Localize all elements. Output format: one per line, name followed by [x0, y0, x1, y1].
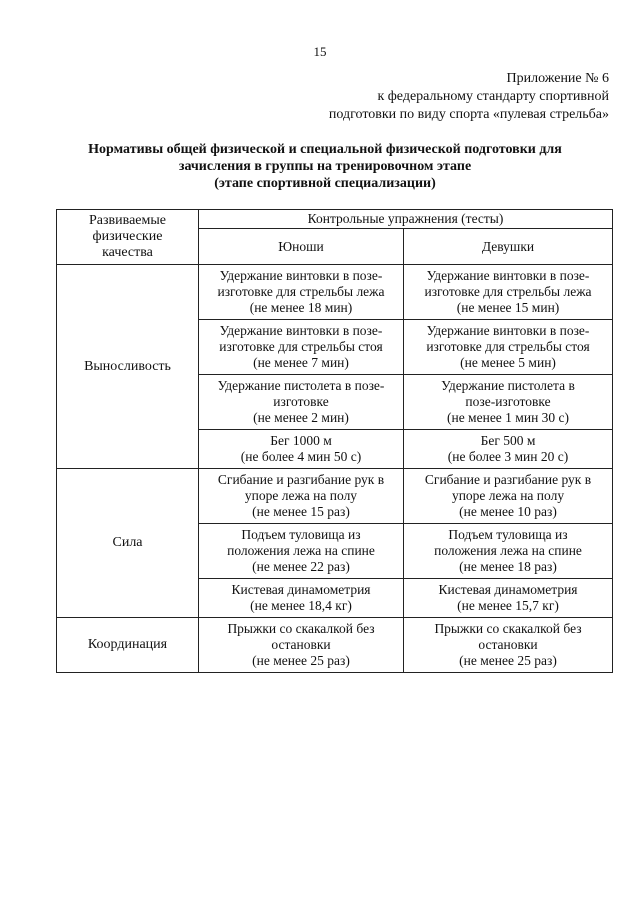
cell-line: Сгибание и разгибание рук в	[217, 472, 385, 487]
norms-table-body	[57, 265, 613, 673]
cell-boys	[199, 618, 404, 673]
cell-girls	[404, 375, 613, 430]
cell-line: Удержание винтовки в позе-	[426, 323, 590, 338]
title-line: (этапе спортивной специализации)	[214, 176, 436, 191]
cell-line: Прыжки со скакалкой без	[227, 621, 375, 636]
cell-boys	[199, 320, 404, 375]
cell-line: Подъем туловища из	[241, 527, 361, 542]
cell-boys	[199, 265, 404, 320]
cell-quality: Координация	[57, 618, 199, 673]
cell-line: (не менее 18 раз)	[459, 559, 557, 574]
cell-line: (не менее 22 раз)	[252, 559, 350, 574]
header-tests-label: Контрольные упражнения (тесты)	[307, 211, 504, 226]
header-girls-label: Девушки	[481, 238, 535, 254]
appendix-line: к федеральному стандарту спортивной	[377, 89, 609, 104]
cell-line: (не менее 15 мин)	[456, 300, 560, 315]
cell-line: упоре лежа на полу	[451, 488, 565, 503]
appendix-note	[229, 70, 609, 124]
cell-line: Кистевая динамометрия	[438, 582, 578, 597]
cell-line: Удержание винтовки в позе-	[219, 323, 383, 338]
header-tests	[199, 210, 613, 229]
cell-boys	[199, 430, 404, 469]
cell-boys	[199, 469, 404, 524]
cell-boys	[199, 579, 404, 618]
cell-line: (не менее 15,7 кг)	[457, 598, 559, 613]
header-quality-line: Развиваемые	[89, 213, 166, 228]
document-title	[40, 141, 610, 192]
cell-line: положения лежа на спине	[434, 543, 582, 558]
header-quality-line: качества	[102, 245, 153, 260]
cell-line: (не более 3 мин 20 с)	[447, 449, 569, 464]
cell-line: (не более 4 мин 50 с)	[240, 449, 362, 464]
cell-girls	[404, 524, 613, 579]
table-row	[57, 469, 613, 524]
page-number: 15	[313, 44, 327, 59]
cell-line: (не менее 1 мин 30 с)	[446, 410, 570, 425]
appendix-line: подготовки по виду спорта «пулевая стрельба»	[328, 107, 609, 122]
table-header-row	[57, 210, 613, 229]
cell-girls	[404, 618, 613, 673]
title-line: зачисления в группы на тренировочном этапе	[178, 159, 472, 174]
cell-line: Прыжки со скакалкой без	[434, 621, 582, 636]
cell-girls	[404, 320, 613, 375]
cell-line: (не менее 5 мин)	[460, 355, 556, 370]
header-quality-line: физические	[92, 229, 163, 244]
table-row	[57, 265, 613, 320]
cell-quality: Сила	[57, 469, 199, 618]
cell-line: (не менее 25 раз)	[459, 653, 557, 668]
cell-line: Бег 500 м	[480, 433, 536, 448]
table-row	[57, 618, 613, 673]
cell-line: остановки	[271, 637, 331, 652]
cell-line: Удержание винтовки в позе-	[426, 268, 590, 283]
header-boys-label: Юноши	[278, 238, 324, 254]
cell-boys	[199, 524, 404, 579]
cell-line: изготовке	[273, 394, 329, 409]
cell-line: изготовке для стрельбы лежа	[217, 284, 385, 299]
header-girls	[404, 229, 613, 265]
cell-line: Удержание винтовки в позе-	[219, 268, 383, 283]
cell-line: остановки	[478, 637, 538, 652]
header-quality	[57, 210, 199, 265]
cell-boys	[199, 375, 404, 430]
cell-line: упоре лежа на полу	[244, 488, 358, 503]
cell-line: Бег 1000 м	[270, 433, 332, 448]
cell-line: (не менее 7 мин)	[253, 355, 349, 370]
cell-line: (не менее 15 раз)	[252, 504, 350, 519]
cell-line: изготовке для стрельбы стоя	[426, 339, 590, 354]
cell-line: (не менее 2 мин)	[253, 410, 349, 425]
appendix-line: Приложение № 6	[506, 71, 609, 86]
cell-line: (не менее 18 мин)	[249, 300, 353, 315]
cell-line: (не менее 25 раз)	[252, 653, 350, 668]
norms-table	[56, 209, 613, 673]
cell-line: Сгибание и разгибание рук в	[424, 472, 592, 487]
cell-girls	[404, 469, 613, 524]
cell-line: Удержание пистолета в позе-	[217, 378, 385, 393]
cell-quality: Выносливость	[57, 265, 199, 469]
cell-line: изготовке для стрельбы лежа	[424, 284, 592, 299]
cell-line: (не менее 10 раз)	[459, 504, 557, 519]
cell-line: Удержание пистолета в	[441, 378, 575, 393]
cell-girls	[404, 579, 613, 618]
cell-line: изготовке для стрельбы стоя	[219, 339, 383, 354]
header-boys	[199, 229, 404, 265]
cell-line: (не менее 18,4 кг)	[250, 598, 352, 613]
cell-line: Кистевая динамометрия	[231, 582, 371, 597]
cell-girls	[404, 430, 613, 469]
cell-line: позе-изготовке	[465, 394, 551, 409]
cell-girls	[404, 265, 613, 320]
cell-line: Подъем туловища из	[448, 527, 568, 542]
title-line: Нормативы общей физической и специальной физической подготовки для	[88, 142, 562, 157]
cell-line: положения лежа на спине	[227, 543, 375, 558]
